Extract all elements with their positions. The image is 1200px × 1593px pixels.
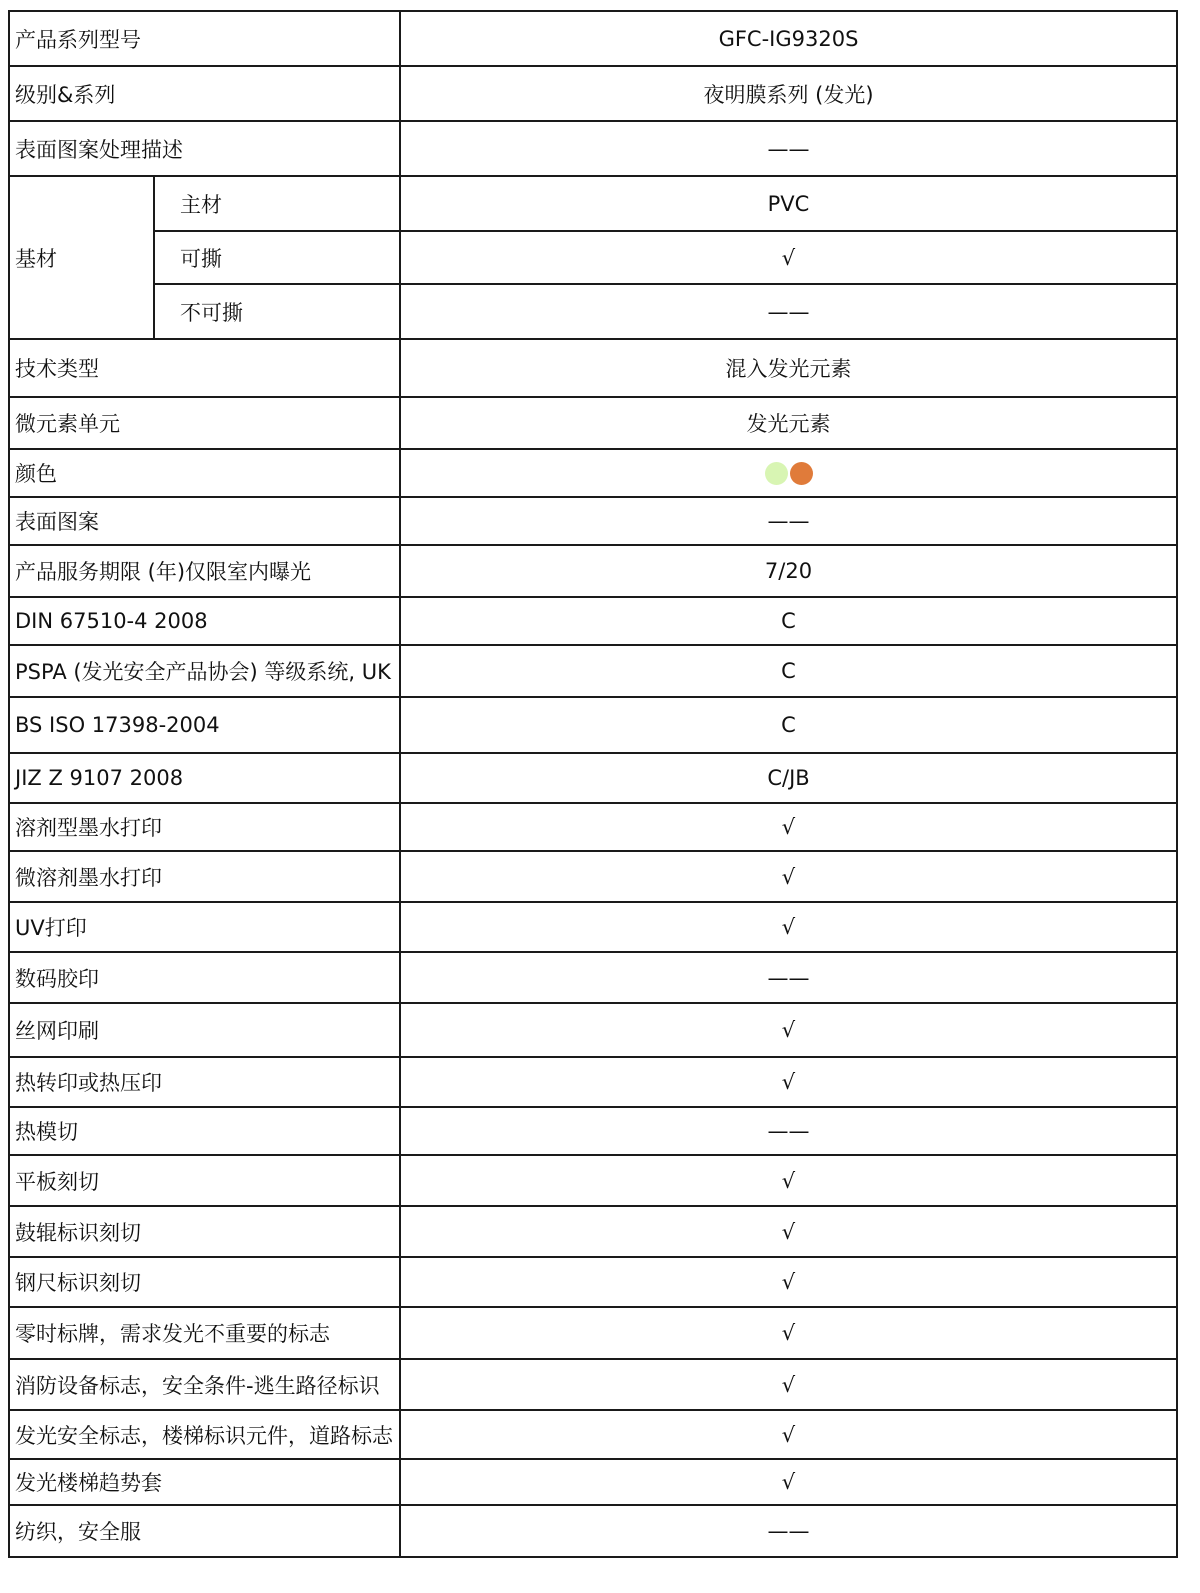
row-value: 7/20 <box>400 545 1177 597</box>
table-row <box>9 1505 1177 1557</box>
row-value: —— <box>400 121 1177 176</box>
table-row <box>9 545 1177 597</box>
table-row <box>9 121 1177 176</box>
table-row <box>9 1257 1177 1307</box>
table-row <box>9 1155 1177 1206</box>
light-green-swatch <box>765 462 788 485</box>
substrate-item-label: 不可撕 <box>154 284 400 339</box>
table-row <box>9 1359 1177 1410</box>
row-label: 数码胶印 <box>9 952 400 1003</box>
row-value: √ <box>400 1155 1177 1206</box>
row-label: 发光安全标志，楼梯标识元件，道路标志 <box>9 1410 400 1459</box>
row-value: √ <box>400 803 1177 851</box>
substrate-item-label: 主材 <box>154 176 400 231</box>
row-label: DIN 67510-4 2008 <box>9 597 400 645</box>
row-value: 夜明膜系列 (发光) <box>400 66 1177 121</box>
substrate-item-value: PVC <box>400 176 1177 231</box>
row-value: C <box>400 597 1177 645</box>
table-row <box>9 952 1177 1003</box>
row-label: PSPA (发光安全产品协会) 等级系统, UK <box>9 645 400 697</box>
row-label: 零时标牌，需求发光不重要的标志 <box>9 1307 400 1359</box>
table-row <box>9 1410 1177 1459</box>
row-value: √ <box>400 902 1177 952</box>
row-label: 溶剂型墨水打印 <box>9 803 400 851</box>
row-value: —— <box>400 1505 1177 1557</box>
row-label: 产品服务期限 (年)仅限室内曝光 <box>9 545 400 597</box>
row-value: C/JB <box>400 753 1177 803</box>
row-value: √ <box>400 1307 1177 1359</box>
color-swatches <box>400 449 1177 497</box>
row-value: √ <box>400 1057 1177 1107</box>
row-label: 表面图案 <box>9 497 400 545</box>
row-label: 热模切 <box>9 1107 400 1155</box>
row-value: —— <box>400 952 1177 1003</box>
row-value: √ <box>400 1003 1177 1057</box>
row-label: UV打印 <box>9 902 400 952</box>
row-label: 鼓辊标识刻切 <box>9 1206 400 1257</box>
row-value: C <box>400 645 1177 697</box>
substrate-item-value: —— <box>400 284 1177 339</box>
table-row <box>9 1307 1177 1359</box>
row-value: √ <box>400 1206 1177 1257</box>
table-row <box>9 1107 1177 1155</box>
table-row <box>9 645 1177 697</box>
row-value: √ <box>400 1359 1177 1410</box>
table-row <box>9 397 1177 449</box>
row-label: 微元素单元 <box>9 397 400 449</box>
rows3-body <box>9 497 1177 1557</box>
table-row <box>9 597 1177 645</box>
table-row <box>9 697 1177 753</box>
row-value: 发光元素 <box>400 397 1177 449</box>
row-label: 消防设备标志，安全条件-逃生路径标识 <box>9 1359 400 1410</box>
row-label: 发光楼梯趋势套 <box>9 1459 400 1505</box>
table-row <box>9 497 1177 545</box>
substrate-label: 基材 <box>9 176 154 339</box>
table-row <box>9 803 1177 851</box>
table-row <box>9 1003 1177 1057</box>
table-row <box>9 851 1177 902</box>
row-label: 产品系列型号 <box>9 11 400 66</box>
row-label: 纺织，安全服 <box>9 1505 400 1557</box>
table-row <box>9 339 1177 397</box>
color-label: 颜色 <box>9 449 400 497</box>
row-value: 混入发光元素 <box>400 339 1177 397</box>
table-row <box>9 11 1177 66</box>
table-row <box>9 1057 1177 1107</box>
spec-table <box>8 10 1178 1558</box>
row-label: 技术类型 <box>9 339 400 397</box>
row-value: —— <box>400 1107 1177 1155</box>
row-label: 级别&系列 <box>9 66 400 121</box>
table-row <box>9 902 1177 952</box>
row-value: √ <box>400 1459 1177 1505</box>
row-value: C <box>400 697 1177 753</box>
row-label: 表面图案处理描述 <box>9 121 400 176</box>
substrate-item-value: √ <box>400 231 1177 284</box>
table-row <box>9 284 1177 339</box>
table-row <box>9 66 1177 121</box>
row-value: √ <box>400 1257 1177 1307</box>
orange-swatch <box>790 462 813 485</box>
row-label: BS ISO 17398-2004 <box>9 697 400 753</box>
table-row <box>9 1459 1177 1505</box>
row-label: 丝网印刷 <box>9 1003 400 1057</box>
row-value: √ <box>400 851 1177 902</box>
table-row <box>9 231 1177 284</box>
substrate-item-label: 可撕 <box>154 231 400 284</box>
row-label: 热转印或热压印 <box>9 1057 400 1107</box>
row-value: —— <box>400 497 1177 545</box>
color-row <box>9 449 1177 497</box>
row-value: GFC-IG9320S <box>400 11 1177 66</box>
table-row <box>9 753 1177 803</box>
table-row <box>9 1206 1177 1257</box>
row-value: √ <box>400 1410 1177 1459</box>
row-label: 微溶剂墨水打印 <box>9 851 400 902</box>
row-label: 平板刻切 <box>9 1155 400 1206</box>
row-label: 钢尺标识刻切 <box>9 1257 400 1307</box>
row-label: JIZ Z 9107 2008 <box>9 753 400 803</box>
table-row <box>9 176 1177 231</box>
